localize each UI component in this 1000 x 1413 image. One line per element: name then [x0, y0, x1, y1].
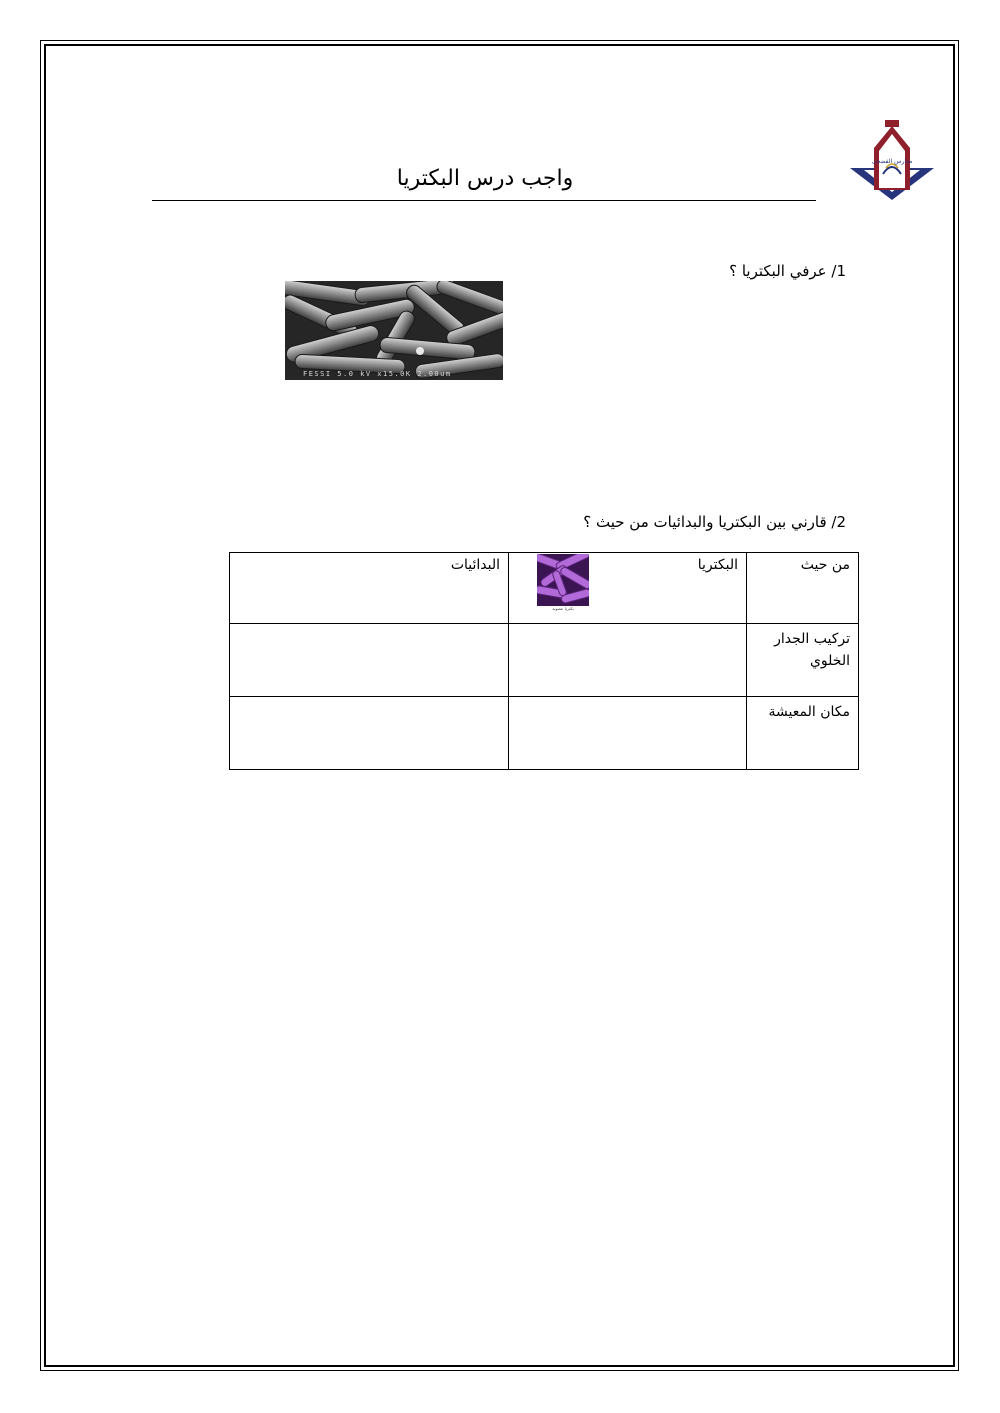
answer-cell-protists-cell-wall[interactable]: [230, 624, 509, 697]
answer-cell-protists-habitat[interactable]: [230, 697, 509, 770]
comparison-table: [229, 552, 859, 770]
table-header-row: [230, 553, 859, 624]
school-logo: [848, 118, 936, 208]
title-underline: [152, 200, 816, 201]
table-row: [230, 697, 859, 770]
header-bacteria: [509, 553, 747, 624]
question-1: 1/ عرفي البكتريا ؟: [729, 262, 846, 280]
header-bacteria-label: البكتريا: [697, 557, 738, 573]
header-criterion: من حيث: [747, 553, 859, 624]
header-protists: البدائيات: [230, 553, 509, 624]
row-label-habitat: مكان المعيشة: [747, 697, 859, 770]
bacteria-micrograph-image: [285, 281, 503, 380]
row-label-cell-wall: تركيب الجدار الخلوي: [747, 624, 859, 697]
page-title: واجب درس البكتريا: [396, 166, 574, 191]
svg-text:مدارس الفضحى: مدارس الفضحى: [871, 158, 913, 165]
table-row: [230, 624, 859, 697]
answer-cell-bacteria-habitat[interactable]: [509, 697, 747, 770]
svg-text:FESSI 5.0 kV x15.0K 2.00um: FESSI 5.0 kV x15.0K 2.00um: [303, 370, 452, 378]
answer-cell-bacteria-cell-wall[interactable]: [509, 624, 747, 697]
question-2: 2/ قارني بين البكتريا والبدائيات من حيث ؟: [583, 513, 846, 531]
bacteria-thumbnail-caption: بكتريا عصوية: [552, 606, 574, 611]
bacteria-thumbnail-image: [537, 554, 589, 606]
